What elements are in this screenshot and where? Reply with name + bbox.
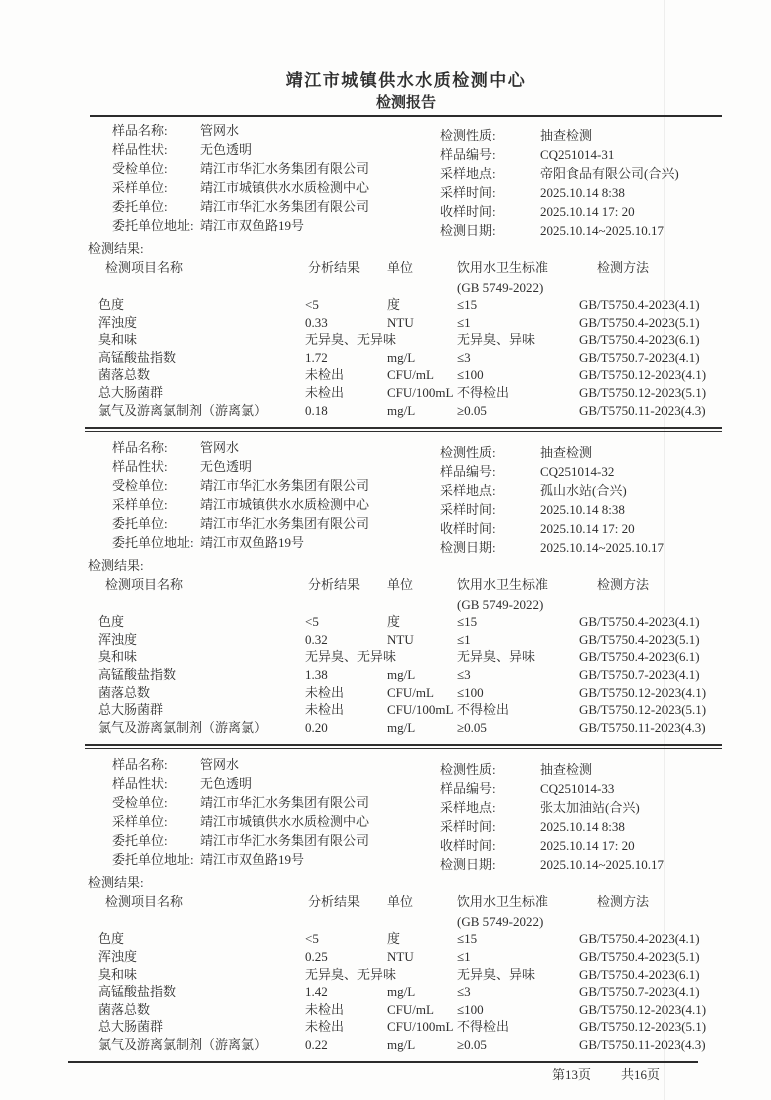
results-table xyxy=(90,574,722,736)
bottom-divider xyxy=(68,1061,698,1063)
cell-result: 未检出 xyxy=(305,1001,345,1017)
standard-header-sub: (GB 5749-2022) xyxy=(457,597,544,613)
inspected-unit-value: 靖江市华汇水务集团有限公司 xyxy=(200,478,370,494)
cell-standard: ≤3 xyxy=(457,349,471,365)
cell-method: GB/T5750.12-2023(5.1) xyxy=(579,702,707,718)
info-row-test-date xyxy=(440,855,722,874)
client-unit-value: 靖江市华汇水务集团有限公司 xyxy=(200,833,370,849)
cell-method: GB/T5750.4-2023(4.1) xyxy=(579,297,700,312)
cell-method: GB/T5750.12-2023(5.1) xyxy=(579,384,707,400)
client-address-label: 委托单位地址: xyxy=(112,535,194,551)
sample-info-left-column xyxy=(90,121,440,240)
info-row-client-unit xyxy=(112,831,440,850)
cell-standard: ≤15 xyxy=(457,297,478,312)
client-address-value: 靖江市双鱼路19号 xyxy=(200,852,305,868)
sample-character-label: 样品性状: xyxy=(112,459,168,475)
cell-item: 臭和味 xyxy=(98,966,138,982)
sampling-unit-label: 采样单位: xyxy=(112,497,168,513)
info-row-client-unit xyxy=(112,197,440,216)
info-row-sampling-unit xyxy=(112,178,440,197)
column-header-method: 检测方法 xyxy=(597,577,650,593)
results-table-body xyxy=(90,613,722,736)
test-date-label: 检测日期: xyxy=(440,540,496,556)
cell-result: 1.42 xyxy=(305,984,328,1000)
inspected-unit-label: 受检单位: xyxy=(112,795,168,811)
info-row-sample-name xyxy=(112,755,440,774)
cell-method: GB/T5750.12-2023(4.1) xyxy=(579,367,707,383)
cell-result: <5 xyxy=(305,931,319,947)
cell-method: GB/T5750.7-2023(4.1) xyxy=(579,349,700,365)
info-row-client-address xyxy=(112,533,440,552)
info-row-sample-name xyxy=(112,438,440,457)
info-row-receive-time xyxy=(440,836,722,855)
column-header-standard xyxy=(455,257,575,296)
info-row-test-nature xyxy=(440,126,722,145)
cell-result: 1.72 xyxy=(305,349,328,365)
client-address-label: 委托单位地址: xyxy=(112,852,194,868)
cell-unit: NTU xyxy=(387,631,414,647)
test-nature-value: 抽查检测 xyxy=(540,762,593,778)
test-date-value: 2025.10.14~2025.10.17 xyxy=(540,223,665,238)
cell-result: 0.33 xyxy=(305,314,328,330)
cell-method: GB/T5750.12-2023(5.1) xyxy=(579,1019,707,1035)
cell-unit: CFU/100mL xyxy=(387,1019,454,1035)
client-unit-label: 委托单位: xyxy=(112,516,168,532)
info-row-sampling-time xyxy=(440,500,722,519)
inspected-unit-label: 受检单位: xyxy=(112,161,168,176)
sample-character-label: 样品性状: xyxy=(112,142,168,157)
info-row-inspected-unit xyxy=(112,476,440,495)
cell-item: 氯气及游离氯制剂（游离氯） xyxy=(98,719,268,735)
test-nature-label: 检测性质: xyxy=(440,445,496,461)
info-row-sample-character xyxy=(112,457,440,476)
cell-result: 1.38 xyxy=(305,666,328,682)
results-heading: 检测结果: xyxy=(88,875,144,891)
cell-item: 高锰酸盐指数 xyxy=(98,349,177,365)
page-number: 第13页 xyxy=(551,1067,591,1083)
column-header-item: 检测项目名称 xyxy=(105,577,184,593)
test-nature-label: 检测性质: xyxy=(440,762,496,778)
table-row xyxy=(90,613,722,631)
table-row xyxy=(90,631,722,649)
cell-item: 浑浊度 xyxy=(98,948,138,964)
cell-item: 色度 xyxy=(98,297,125,312)
inspected-unit-value: 靖江市华汇水务集团有限公司 xyxy=(200,161,370,176)
column-header-method: 检测方法 xyxy=(597,894,650,910)
cell-method: GB/T5750.11-2023(4.3) xyxy=(579,402,706,418)
info-row-sampling-time xyxy=(440,817,722,836)
results-heading: 检测结果: xyxy=(88,558,144,574)
results-table-header xyxy=(90,257,722,296)
sample-info-right-column xyxy=(440,755,722,874)
sampling-location-value: 孤山水站(合兴) xyxy=(540,483,627,499)
cell-method: GB/T5750.12-2023(4.1) xyxy=(579,684,707,700)
cell-item: 色度 xyxy=(98,614,125,630)
info-row-sampling-location xyxy=(440,481,722,500)
standard-header-main: 饮用水卫生标准 xyxy=(457,577,549,593)
cell-method: GB/T5750.7-2023(4.1) xyxy=(579,984,700,1000)
results-heading: 检测结果: xyxy=(88,241,144,256)
info-row-inspected-unit xyxy=(112,793,440,812)
table-row xyxy=(90,719,722,737)
info-row-sample-no xyxy=(440,145,722,164)
client-address-label: 委托单位地址: xyxy=(112,218,194,233)
org-title: 靖江市城镇供水水质检测中心 xyxy=(285,71,527,90)
cell-result: 0.32 xyxy=(305,631,328,647)
cell-method: GB/T5750.4-2023(4.1) xyxy=(579,931,700,947)
results-table xyxy=(90,257,722,419)
cell-unit xyxy=(378,648,455,666)
table-row xyxy=(90,684,722,702)
cell-item: 菌落总数 xyxy=(98,1001,151,1017)
receive-time-label: 收样时间: xyxy=(440,521,496,537)
table-row xyxy=(90,966,722,984)
sample-info-left-column xyxy=(90,755,440,874)
column-header-item: 检测项目名称 xyxy=(105,894,184,910)
sampling-unit-label: 采样单位: xyxy=(112,180,168,195)
cell-result: 无异臭、无异味 xyxy=(305,332,397,348)
cell-unit: 度 xyxy=(387,297,401,312)
cell-method: GB/T5750.4-2023(5.1) xyxy=(579,314,700,330)
table-row xyxy=(90,701,722,719)
cell-result: 未检出 xyxy=(305,1019,345,1035)
cell-item: 臭和味 xyxy=(98,649,138,665)
client-unit-value: 靖江市华汇水务集团有限公司 xyxy=(200,516,370,532)
report-title: 检测报告 xyxy=(375,95,436,111)
report-section xyxy=(90,434,722,749)
cell-standard: ≤15 xyxy=(457,931,478,947)
cell-result: <5 xyxy=(305,614,319,630)
info-row-sample-no xyxy=(440,462,722,481)
sample-name-label: 样品名称: xyxy=(112,440,168,456)
table-row xyxy=(90,930,722,948)
report-sections xyxy=(90,117,722,1053)
sample-name-label: 样品名称: xyxy=(112,123,168,138)
cell-item: 高锰酸盐指数 xyxy=(98,984,177,1000)
cell-unit xyxy=(378,966,455,984)
sample-character-value: 无色透明 xyxy=(200,142,253,157)
client-unit-label: 委托单位: xyxy=(112,199,168,214)
cell-standard: ≤100 xyxy=(457,367,484,383)
results-table xyxy=(90,891,722,1053)
cell-standard: ≤3 xyxy=(457,666,471,682)
table-row xyxy=(90,648,722,666)
cell-standard: ≥0.05 xyxy=(457,402,487,418)
results-table-body xyxy=(90,930,722,1053)
cell-method: GB/T5750.4-2023(5.1) xyxy=(579,631,700,647)
cell-item: 总大肠菌群 xyxy=(98,702,164,718)
cell-method: GB/T5750.4-2023(4.1) xyxy=(579,614,700,630)
cell-standard: 无异臭、异味 xyxy=(457,332,536,348)
sample-name-value: 管网水 xyxy=(200,757,240,773)
sample-character-value: 无色透明 xyxy=(200,776,253,792)
client-unit-value: 靖江市华汇水务集团有限公司 xyxy=(200,199,370,214)
cell-unit: NTU xyxy=(387,314,414,330)
cell-unit: mg/L xyxy=(387,1036,416,1052)
column-header-standard xyxy=(455,574,575,613)
cell-result: 0.22 xyxy=(305,1036,328,1052)
cell-standard: ≤1 xyxy=(457,948,471,964)
cell-result: 未检出 xyxy=(305,702,345,718)
table-row xyxy=(90,402,722,420)
info-row-receive-time xyxy=(440,519,722,538)
table-row xyxy=(90,349,722,367)
cell-method: GB/T5750.7-2023(4.1) xyxy=(579,666,700,682)
cell-item: 高锰酸盐指数 xyxy=(98,666,177,682)
sample-no-value: CQ251014-32 xyxy=(540,464,615,480)
cell-unit: CFU/mL xyxy=(387,684,434,700)
sample-info-right-column xyxy=(440,438,722,557)
cell-standard: ≤3 xyxy=(457,984,471,1000)
cell-method: GB/T5750.4-2023(5.1) xyxy=(579,948,700,964)
cell-standard: 不得检出 xyxy=(457,1019,510,1035)
table-row xyxy=(90,331,722,349)
column-header-unit: 单位 xyxy=(387,577,414,593)
sampling-location-label: 采样地点: xyxy=(440,800,496,816)
sample-name-value: 管网水 xyxy=(200,123,240,138)
column-header-result: 分析结果 xyxy=(308,260,361,275)
column-header-unit: 单位 xyxy=(387,260,414,275)
cell-standard: 不得检出 xyxy=(457,702,510,718)
cell-result: <5 xyxy=(305,297,319,312)
test-date-value: 2025.10.14~2025.10.17 xyxy=(540,540,665,556)
sampling-unit-value: 靖江市城镇供水水质检测中心 xyxy=(200,180,370,195)
cell-standard: 无异臭、异味 xyxy=(457,649,536,665)
client-unit-label: 委托单位: xyxy=(112,833,168,849)
client-address-value: 靖江市双鱼路19号 xyxy=(200,535,305,551)
info-row-test-nature xyxy=(440,443,722,462)
info-row-test-date xyxy=(440,538,722,557)
cell-result: 0.20 xyxy=(305,719,328,735)
cell-item: 总大肠菌群 xyxy=(98,1019,164,1035)
sample-no-value: CQ251014-31 xyxy=(540,147,615,162)
sampling-unit-label: 采样单位: xyxy=(112,814,168,830)
inspected-unit-value: 靖江市华汇水务集团有限公司 xyxy=(200,795,370,811)
info-row-client-unit xyxy=(112,514,440,533)
cell-unit: mg/L xyxy=(387,984,416,1000)
column-header-method: 检测方法 xyxy=(597,260,650,275)
table-row xyxy=(90,366,722,384)
sampling-location-value: 帝阳食品有限公司(合兴) xyxy=(540,166,679,181)
cell-unit: mg/L xyxy=(387,666,416,682)
sample-no-label: 样品编号: xyxy=(440,781,496,797)
sample-no-label: 样品编号: xyxy=(440,464,496,480)
cell-item: 氯气及游离氯制剂（游离氯） xyxy=(98,402,268,418)
sample-no-value: CQ251014-33 xyxy=(540,781,615,797)
sampling-time-label: 采样时间: xyxy=(440,185,496,200)
cell-unit: 度 xyxy=(387,614,401,630)
cell-result: 0.25 xyxy=(305,948,328,964)
sample-character-label: 样品性状: xyxy=(112,776,168,792)
info-row-sampling-location xyxy=(440,164,722,183)
test-nature-label: 检测性质: xyxy=(440,128,496,143)
cell-result: 未检出 xyxy=(305,684,345,700)
column-header-item: 检测项目名称 xyxy=(105,260,184,275)
total-pages: 共16页 xyxy=(620,1067,660,1083)
cell-result: 无异臭、无异味 xyxy=(305,966,397,982)
sample-info-right-column xyxy=(440,121,722,240)
info-row-sampling-location xyxy=(440,798,722,817)
cell-unit: 度 xyxy=(387,931,401,947)
cell-standard: ≤100 xyxy=(457,684,484,700)
receive-time-value: 2025.10.14 17: 20 xyxy=(540,838,635,854)
sampling-time-value: 2025.10.14 8:38 xyxy=(540,185,625,200)
sample-character-value: 无色透明 xyxy=(200,459,253,475)
sampling-time-label: 采样时间: xyxy=(440,502,496,518)
cell-item: 菌落总数 xyxy=(98,367,151,383)
cell-unit: CFU/mL xyxy=(387,367,434,383)
info-row-test-date xyxy=(440,221,722,240)
cell-unit: mg/L xyxy=(387,402,416,418)
test-nature-value: 抽查检测 xyxy=(540,445,593,461)
cell-unit: CFU/100mL xyxy=(387,384,454,400)
sample-info-block xyxy=(90,751,722,874)
cell-unit: CFU/100mL xyxy=(387,702,454,718)
cell-standard: ≤100 xyxy=(457,1001,484,1017)
sample-no-label: 样品编号: xyxy=(440,147,496,162)
cell-standard: ≤15 xyxy=(457,614,478,630)
cell-method: GB/T5750.4-2023(6.1) xyxy=(579,649,700,665)
cell-item: 氯气及游离氯制剂（游离氯） xyxy=(98,1036,268,1052)
table-row xyxy=(90,384,722,402)
column-header-result: 分析结果 xyxy=(308,577,361,593)
sample-info-left-column xyxy=(90,438,440,557)
receive-time-label: 收样时间: xyxy=(440,204,496,219)
sampling-location-value: 张太加油站(合兴) xyxy=(540,800,640,816)
cell-result: 0.18 xyxy=(305,402,328,418)
cell-item: 臭和味 xyxy=(98,332,138,348)
standard-header-sub: (GB 5749-2022) xyxy=(457,914,544,930)
cell-unit: CFU/mL xyxy=(387,1001,434,1017)
test-nature-value: 抽查检测 xyxy=(540,128,593,143)
report-section xyxy=(90,117,722,432)
cell-method: GB/T5750.4-2023(6.1) xyxy=(579,966,700,982)
sampling-time-value: 2025.10.14 8:38 xyxy=(540,819,625,835)
cell-method: GB/T5750.11-2023(4.3) xyxy=(579,1036,706,1052)
report-content xyxy=(90,70,722,1084)
cell-method: GB/T5750.12-2023(4.1) xyxy=(579,1001,707,1017)
sample-name-label: 样品名称: xyxy=(112,757,168,773)
info-row-sample-name xyxy=(112,121,440,140)
cell-standard: ≤1 xyxy=(457,631,471,647)
cell-result: 未检出 xyxy=(305,384,345,400)
cell-item: 浑浊度 xyxy=(98,631,138,647)
table-row xyxy=(90,314,722,332)
column-header-standard xyxy=(455,891,575,930)
results-table-header xyxy=(90,891,722,930)
cell-result: 无异臭、无异味 xyxy=(305,649,397,665)
standard-header-sub: (GB 5749-2022) xyxy=(457,280,544,295)
info-row-sampling-unit xyxy=(112,495,440,514)
info-row-sample-character xyxy=(112,774,440,793)
table-row xyxy=(90,1001,722,1019)
info-row-sample-character xyxy=(112,140,440,159)
cell-item: 总大肠菌群 xyxy=(98,384,164,400)
column-header-result: 分析结果 xyxy=(308,894,361,910)
results-table-body xyxy=(90,296,722,419)
inspected-unit-label: 受检单位: xyxy=(112,478,168,494)
receive-time-value: 2025.10.14 17: 20 xyxy=(540,204,635,219)
page-footer xyxy=(90,1065,722,1084)
table-row xyxy=(90,948,722,966)
report-section xyxy=(90,751,722,1053)
info-row-sample-no xyxy=(440,779,722,798)
test-date-value: 2025.10.14~2025.10.17 xyxy=(540,857,665,873)
cell-item: 浑浊度 xyxy=(98,314,138,330)
info-row-sampling-time xyxy=(440,183,722,202)
cell-result: 未检出 xyxy=(305,367,345,383)
info-row-client-address xyxy=(112,850,440,869)
info-row-sampling-unit xyxy=(112,812,440,831)
receive-time-value: 2025.10.14 17: 20 xyxy=(540,521,635,537)
info-row-test-nature xyxy=(440,760,722,779)
section-divider xyxy=(85,744,722,749)
info-row-client-address xyxy=(112,216,440,235)
info-row-receive-time xyxy=(440,202,722,221)
cell-unit: mg/L xyxy=(387,349,416,365)
table-row xyxy=(90,296,722,314)
sampling-time-value: 2025.10.14 8:38 xyxy=(540,502,625,518)
sample-info-block xyxy=(90,434,722,557)
table-row xyxy=(90,1018,722,1036)
cell-unit: mg/L xyxy=(387,719,416,735)
table-row xyxy=(90,666,722,684)
cell-method: GB/T5750.11-2023(4.3) xyxy=(579,719,706,735)
cell-standard: ≥0.05 xyxy=(457,1036,487,1052)
cell-unit: NTU xyxy=(387,948,414,964)
cell-unit xyxy=(378,331,455,349)
sampling-unit-value: 靖江市城镇供水水质检测中心 xyxy=(200,497,370,513)
sampling-location-label: 采样地点: xyxy=(440,483,496,499)
standard-header-main: 饮用水卫生标准 xyxy=(457,894,549,910)
cell-standard: 无异臭、异味 xyxy=(457,966,536,982)
cell-item: 色度 xyxy=(98,931,125,947)
test-date-label: 检测日期: xyxy=(440,223,496,238)
cell-standard: ≤1 xyxy=(457,314,471,330)
cell-method: GB/T5750.4-2023(6.1) xyxy=(579,332,700,348)
info-row-inspected-unit xyxy=(112,159,440,178)
standard-header-main: 饮用水卫生标准 xyxy=(457,260,549,275)
sampling-unit-value: 靖江市城镇供水水质检测中心 xyxy=(200,814,370,830)
client-address-value: 靖江市双鱼路19号 xyxy=(200,218,305,233)
test-date-label: 检测日期: xyxy=(440,857,496,873)
cell-standard: ≥0.05 xyxy=(457,719,487,735)
sample-info-block xyxy=(90,117,722,240)
sampling-location-label: 采样地点: xyxy=(440,166,496,181)
results-table-header xyxy=(90,574,722,613)
table-row xyxy=(90,1036,722,1054)
sample-name-value: 管网水 xyxy=(200,440,240,456)
table-row xyxy=(90,983,722,1001)
cell-item: 菌落总数 xyxy=(98,684,151,700)
section-divider xyxy=(85,427,722,432)
receive-time-label: 收样时间: xyxy=(440,838,496,854)
column-header-unit: 单位 xyxy=(387,894,414,910)
cell-standard: 不得检出 xyxy=(457,384,510,400)
sampling-time-label: 采样时间: xyxy=(440,819,496,835)
